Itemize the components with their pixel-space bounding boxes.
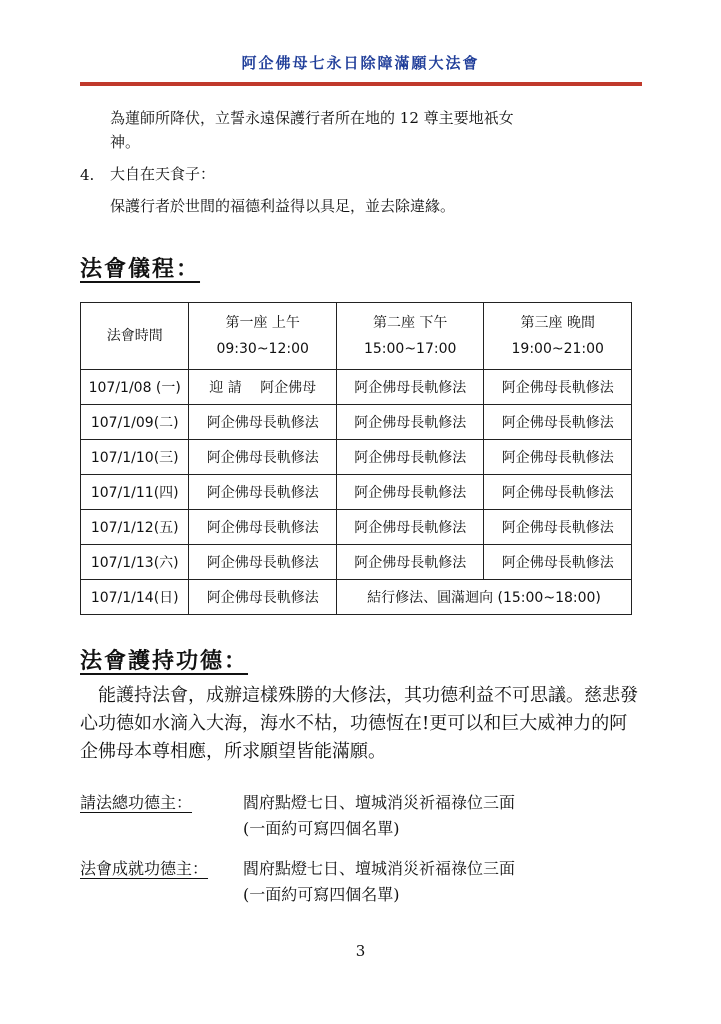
session-2-label: 第二座 下午: [372, 315, 448, 331]
header-cell-session-1: [189, 303, 337, 370]
table-row: [81, 475, 632, 510]
table-row: [81, 370, 632, 405]
row-session-3: 阿企佛母長軌修法: [484, 545, 632, 580]
table-row: [81, 405, 632, 440]
session-1-label: 第一座 上午: [225, 315, 300, 331]
row-session-1: 阿企佛母長軌修法: [189, 475, 337, 510]
list-item-title: 大自在天食子：: [110, 165, 216, 183]
row-session-2: 阿企佛母長軌修法: [336, 370, 484, 405]
row-session-2: 阿企佛母長軌修法: [336, 440, 484, 475]
row-session-3: 阿企佛母長軌修法: [484, 510, 632, 545]
row-session-3: 阿企佛母長軌修法: [484, 440, 632, 475]
intro-line-2: 神。: [110, 133, 141, 151]
header-divider: [80, 82, 642, 86]
table-header-row: [81, 303, 632, 370]
row-date: 107/1/11(四): [81, 475, 189, 510]
row-session-1: 阿企佛母長軌修法: [189, 580, 337, 615]
row-session-3: 阿企佛母長軌修法: [484, 405, 632, 440]
row-date: 107/1/13(六): [81, 545, 189, 580]
row-session-3: 阿企佛母長軌修法: [484, 475, 632, 510]
row-date: 107/1/12(五): [81, 510, 189, 545]
page-header-title: 阿企佛母七永日除障滿願大法會: [241, 54, 480, 72]
intro-line-1: 為蓮師所降伏，立誓永遠保護行者所在地的 12 尊主要地祇女: [110, 109, 514, 127]
row-session-2: 阿企佛母長軌修法: [336, 510, 484, 545]
row-date: 107/1/08 (一): [81, 370, 189, 405]
session-2-hours: 15:00~17:00: [363, 341, 457, 357]
session-3-label: 第三座 晚間: [520, 315, 595, 331]
table-row-final: [81, 580, 632, 615]
list-item-number: 4.: [80, 166, 95, 184]
row-session-2: 阿企佛母長軌修法: [336, 545, 484, 580]
row-session-3: 阿企佛母長軌修法: [484, 370, 632, 405]
sponsor-1-label: 請法總功德主：: [80, 793, 193, 812]
page-number: 3: [355, 942, 366, 960]
sponsor-2-label: 法會成就功德主：: [80, 859, 209, 878]
row-session-1: 阿企佛母長軌修法: [189, 545, 337, 580]
sponsor-1-line-2: (一面約可寫四個名單): [243, 819, 400, 838]
row-session-1: 迎 請 阿企佛母: [189, 370, 337, 405]
row-closing-ceremony: 結行修法、圓滿迴向 (15:00~18:00): [336, 580, 631, 615]
merit-body-text: 能護持法會，成辦這樣殊勝的大修法，其功德利益不可思議。慈悲發心功德如水滴入大海，海水不枯，功德恆在!更可以和巨大威神力的阿企佛母本尊相應，所求願望皆能滿願。: [80, 685, 638, 762]
sponsor-1-line-1: 閻府點燈七日、壇城消災祈福祿位三面: [243, 793, 516, 812]
list-item-description: 保護行者於世間的福德利益得以具足，並去除違緣。: [110, 197, 456, 215]
row-session-2: 阿企佛母長軌修法: [336, 405, 484, 440]
sponsor-2-line-2: (一面約可寫四個名單): [243, 885, 400, 904]
sponsor-2-line-1: 閻府點燈七日、壇城消災祈福祿位三面: [243, 859, 516, 878]
table-row: [81, 510, 632, 545]
header-cell-session-3: [484, 303, 632, 370]
session-1-hours: 09:30~12:00: [216, 341, 309, 357]
merit-section-title: 法會護持功德：: [80, 648, 249, 674]
table-row: [81, 440, 632, 475]
row-session-1: 阿企佛母長軌修法: [189, 440, 337, 475]
row-date: 107/1/10(三): [81, 440, 189, 475]
table-row: [81, 545, 632, 580]
row-session-1: 阿企佛母長軌修法: [189, 405, 337, 440]
row-session-1: 阿企佛母長軌修法: [189, 510, 337, 545]
header-cell-session-2: [336, 303, 484, 370]
row-date: 107/1/09(二): [81, 405, 189, 440]
row-session-2: 阿企佛母長軌修法: [336, 475, 484, 510]
session-3-hours: 19:00~21:00: [511, 341, 604, 357]
schedule-table: [80, 302, 632, 615]
schedule-section-title: 法會儀程：: [80, 256, 201, 282]
header-cell-time: 法會時間: [81, 303, 189, 370]
row-date: 107/1/14(日): [81, 580, 189, 615]
